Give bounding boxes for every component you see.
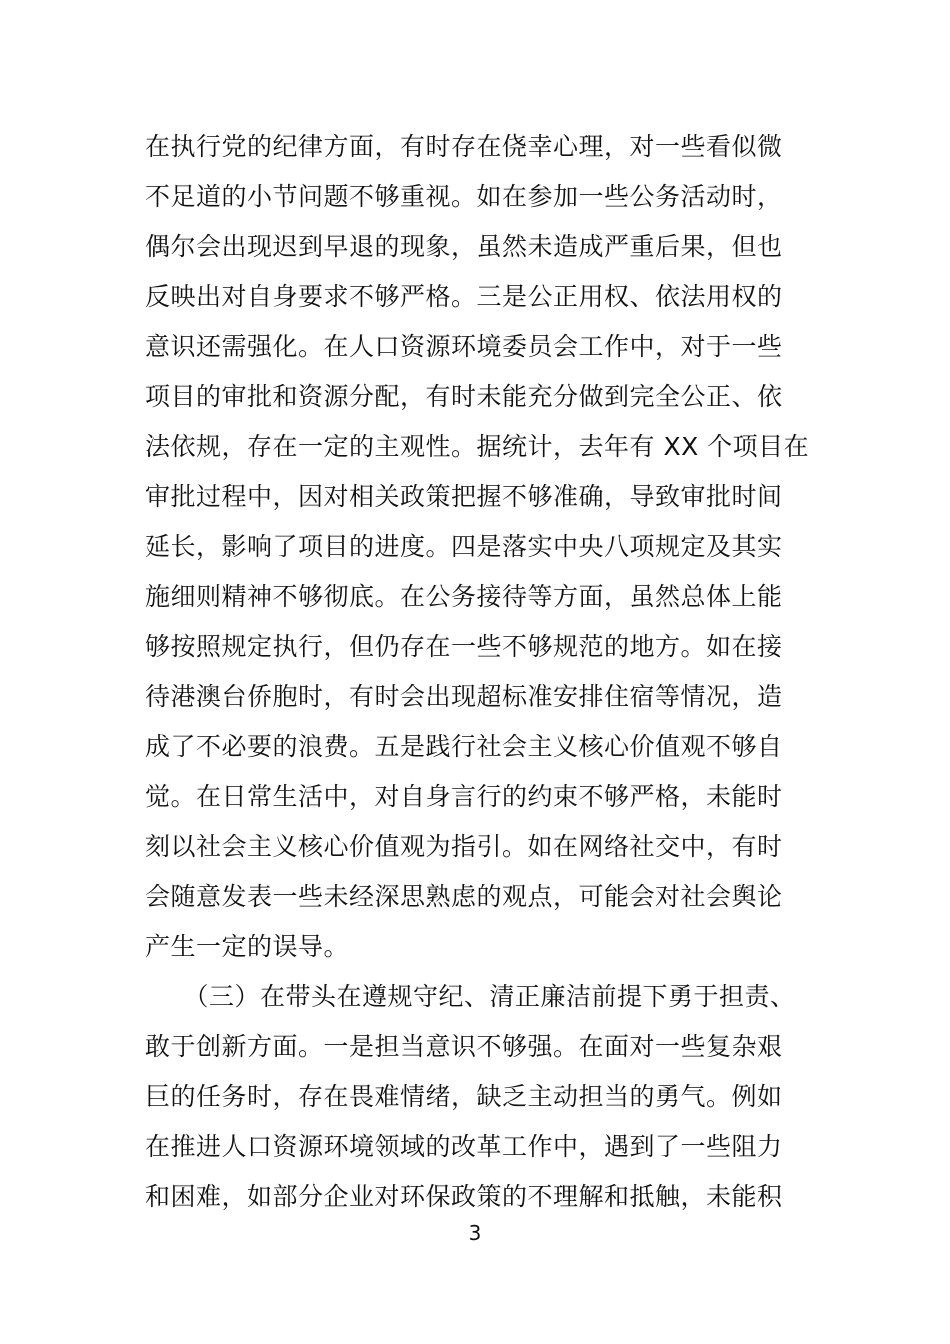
text-line: 和困难，如部分企业对环保政策的不理解和抵触，未能积 [145, 1182, 783, 1211]
text-line: 在推进人口资源环境领域的改革工作中，遇到了一些阻力 [145, 1132, 783, 1161]
text-line: 巨的任务时，存在畏难情绪，缺乏主动担当的勇气。例如 [145, 1082, 783, 1111]
text-line: 法依规，存在一定的主观性。据统计，去年有 XX 个项目在 [145, 432, 810, 461]
text-line: 反映出对自身要求不够严格。三是公正用权、依法用权的 [145, 282, 783, 311]
text-line: 施细则精神不够彻底。在公务接待等方面，虽然总体上能 [145, 582, 783, 611]
text-line: 觉。在日常生活中，对自身言行的约束不够严格，未能时 [145, 782, 783, 811]
text-line: 项目的审批和资源分配，有时未能充分做到完全公正、依 [145, 382, 783, 411]
page-number: 3 [468, 1221, 482, 1245]
text-line: 延长，影响了项目的进度。四是落实中央八项规定及其实 [145, 532, 783, 561]
text-line: 刻以社会主义核心价值观为指引。如在网络社交中，有时 [145, 832, 783, 861]
text-line: 会随意发表一些未经深思熟虑的观点，可能会对社会舆论 [145, 882, 783, 911]
text-line: 够按照规定执行，但仍存在一些不够规范的地方。如在接 [145, 632, 783, 661]
text-line: 成了不必要的浪费。五是践行社会主义核心价值观不够自 [145, 732, 783, 761]
text-line: 偶尔会出现迟到早退的现象，虽然未造成严重后果，但也 [145, 232, 783, 261]
text-line: 敢于创新方面。一是担当意识不够强。在面对一些复杂艰 [145, 1032, 783, 1061]
section-heading-line: （三）在带头在遵规守纪、清正廉洁前提下勇于担责、 [145, 982, 796, 1011]
text-line: 待港澳台侨胞时，有时会出现超标准安排住宿等情况，造 [145, 682, 783, 711]
body-text [145, 122, 815, 1222]
text-line: 审批过程中，因对相关政策把握不够准确，导致审批时间 [145, 482, 783, 511]
text-line: 在执行党的纪律方面，有时存在侥幸心理，对一些看似微 [145, 132, 783, 161]
text-line: 产生一定的误导。 [145, 932, 350, 961]
text-line: 意识还需强化。在人口资源环境委员会工作中，对于一些 [145, 332, 783, 361]
text-line: 不足道的小节问题不够重视。如在参加一些公务活动时， [145, 182, 783, 211]
